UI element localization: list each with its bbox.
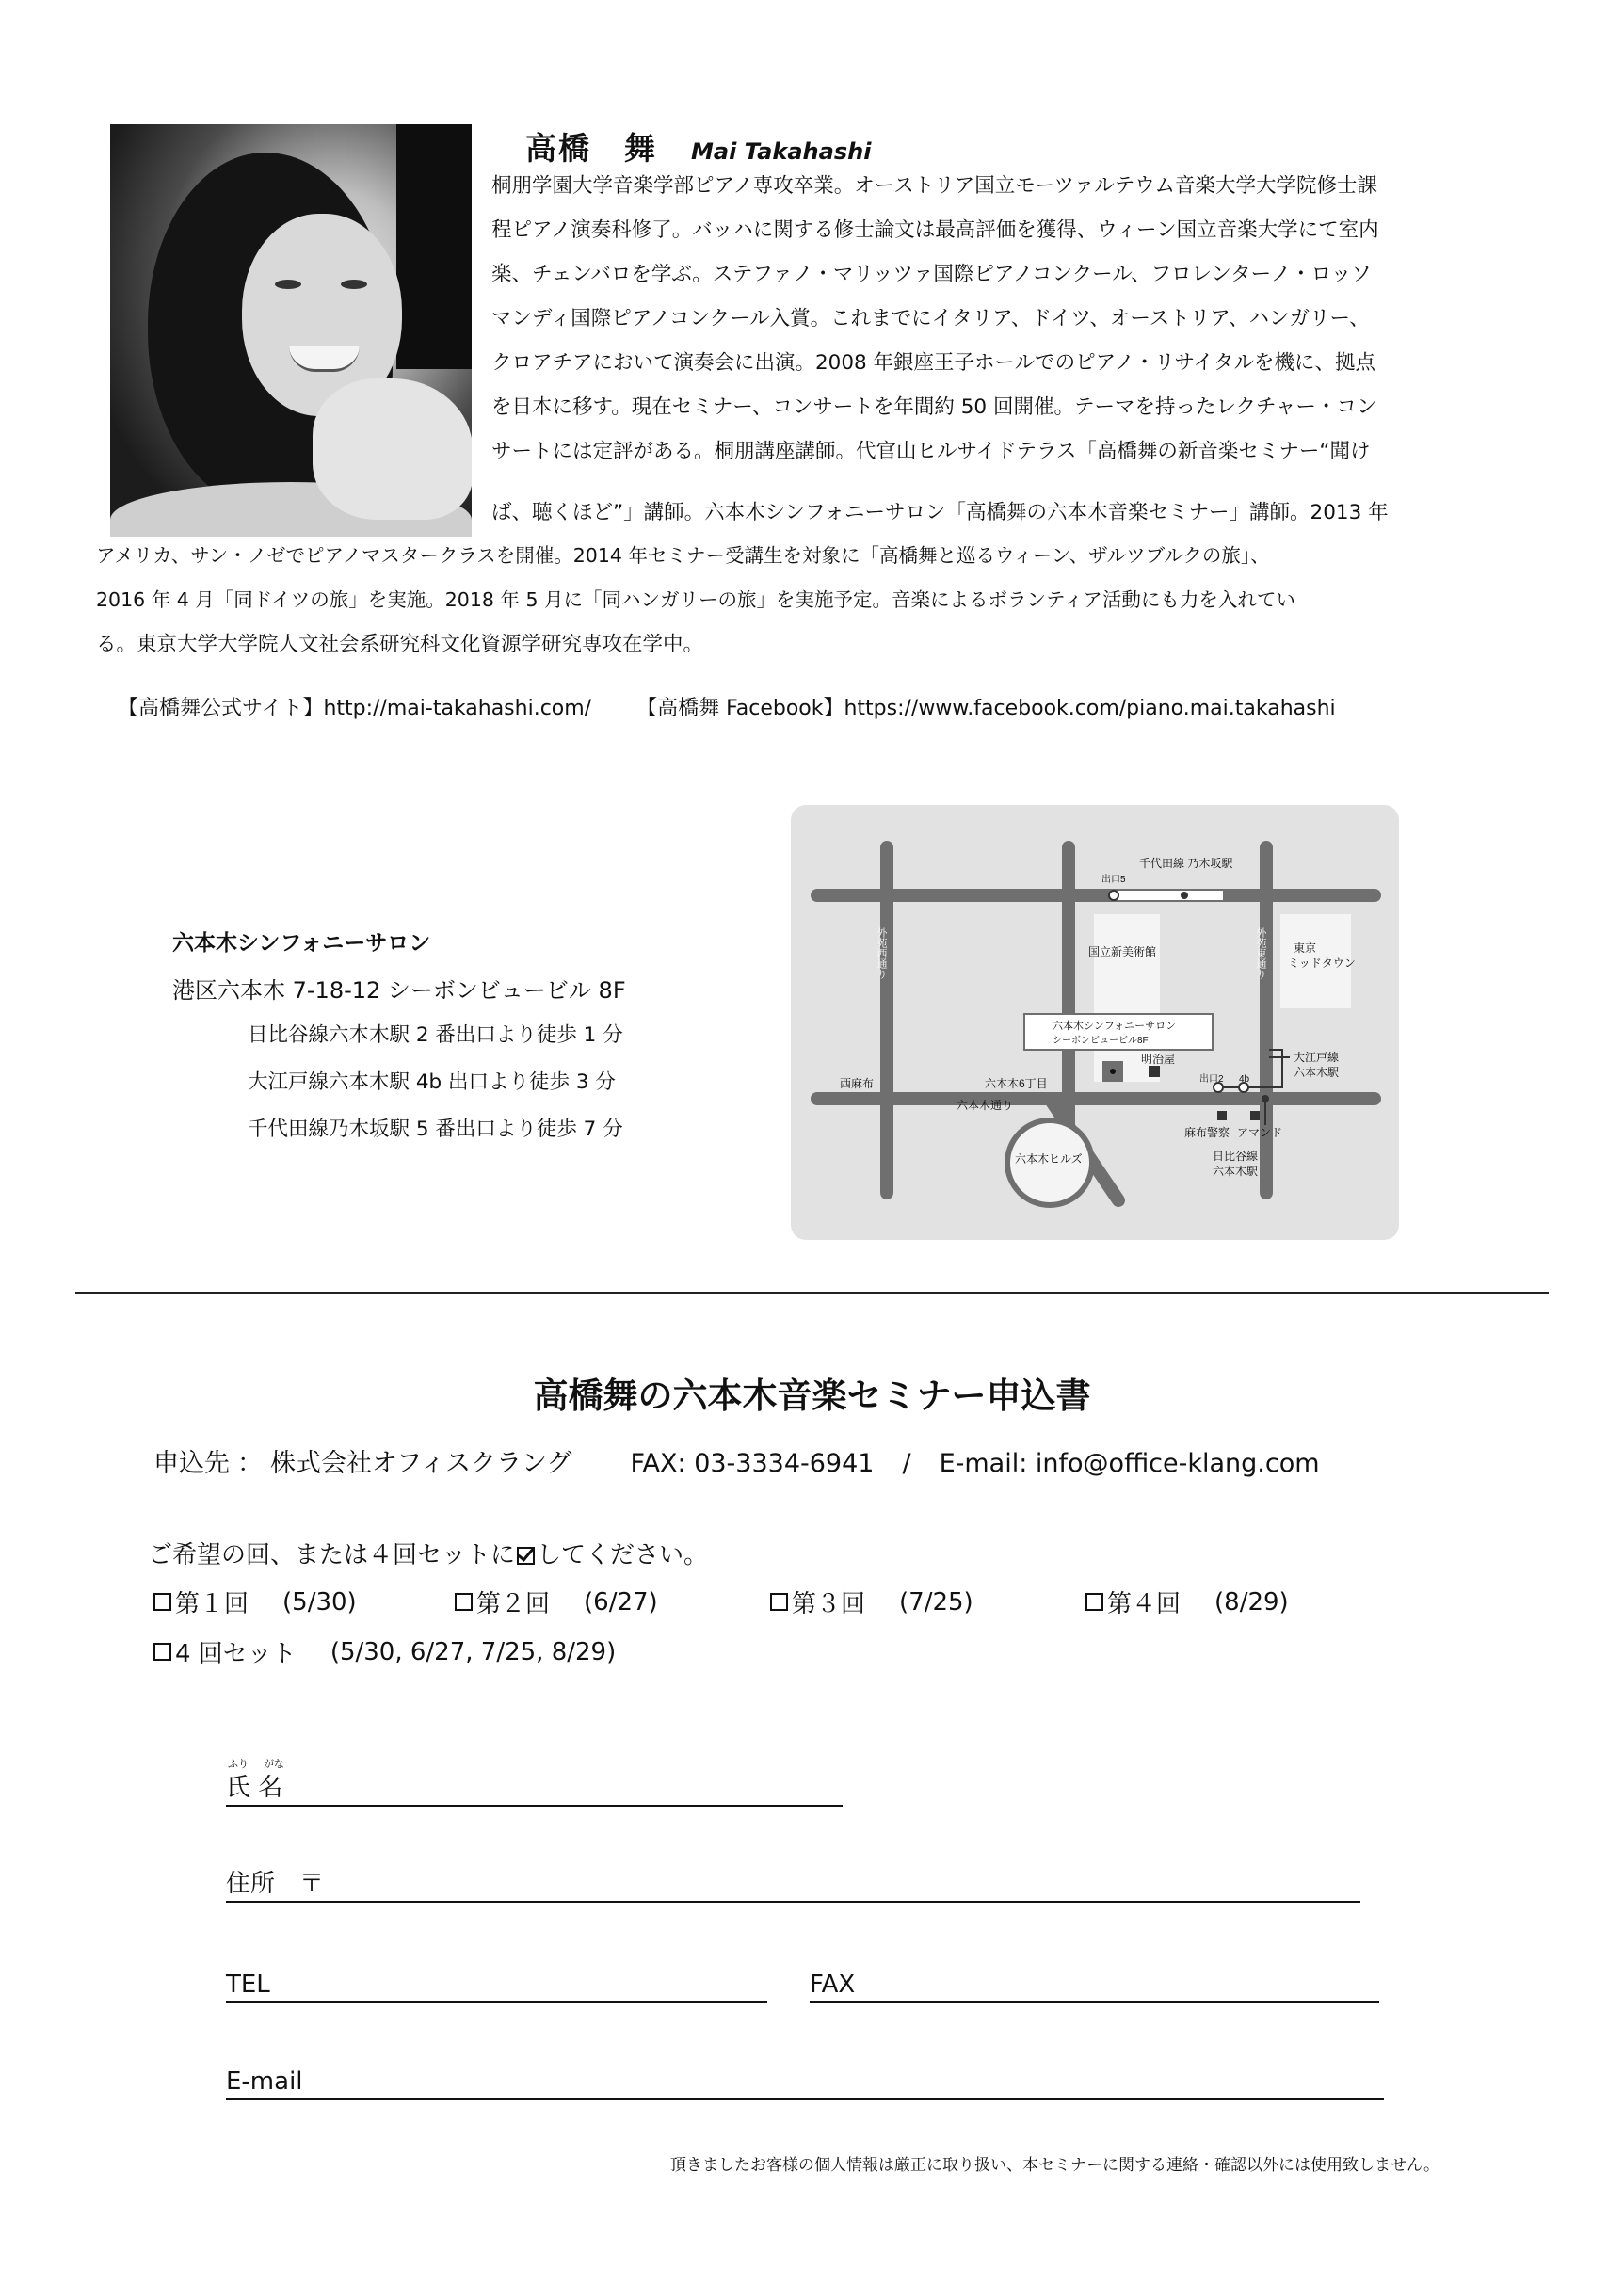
address-field[interactable] (226, 1869, 1360, 1903)
instruction-text: ご希望の回、または４回セットに (148, 1541, 516, 1569)
map-label-meijiya: 明治屋 (1141, 1053, 1176, 1066)
option-label: 第１回 (175, 1590, 249, 1618)
name-field[interactable] (226, 1758, 843, 1807)
map-label-exit4b: 4b (1239, 1074, 1250, 1085)
bio-line: 桐朋学園大学音楽学部ピアノ専攻卒業。オーストリア国立モーツァルテウム音楽大学大学院修士課 (491, 174, 1378, 198)
checkmark-icon (517, 1547, 535, 1565)
map-label-midtown1: 東京 (1294, 941, 1317, 955)
map-label-salon2: シーボンビュービル8F (1053, 1036, 1149, 1046)
apply-to-separator: ： (237, 1449, 263, 1478)
section-divider (75, 1292, 1549, 1294)
option-session-4[interactable] (1085, 1585, 1289, 1619)
profile-links (118, 692, 1336, 721)
access-map (791, 805, 1399, 1240)
option-label: 第４回 (1107, 1590, 1182, 1618)
map-label-roppongi6: 六本木6丁目 (985, 1077, 1048, 1090)
bio-line: サートには定評がある。桐朋講座講師。代官山ヒルサイドテラス「高橋舞の新音楽セミナー“聞け (491, 440, 1371, 463)
option-date: (8/29) (1214, 1587, 1289, 1617)
map-label-nishiazabu: 西麻布 (840, 1077, 875, 1090)
name-furigana: ふり (228, 1758, 249, 1770)
map-label-exit5: 出口5 (1101, 875, 1126, 885)
map-label-hills: 六本木ヒルズ (1015, 1152, 1083, 1166)
bio-line: 2016 年 4 月「同ドイツの旅」を実施。2018 年 5 月に「同ハンガリーの旅」を実施予定。音楽によるボランティア活動にも力を入れてい (96, 588, 1295, 611)
map-label-nact: 国立新美術館 (1088, 945, 1157, 958)
map-label-exit2: 出口2 (1199, 1074, 1224, 1085)
bio-line: 程ピアノ演奏科修了。バッハに関する修士論文は最高評価を獲得、ウィーン国立音楽大学にて室内 (491, 218, 1379, 242)
option-date: (5/30) (282, 1587, 357, 1617)
name-furigana-2: がな (264, 1758, 284, 1770)
map-label-roppongi-dori: 六本木通り (957, 1099, 1014, 1112)
option-session-3[interactable] (770, 1585, 973, 1619)
profile-name (525, 124, 871, 169)
map-label-chiyoda: 千代田線 乃木坂駅 (1139, 857, 1233, 870)
access-route: 大江戸線六本木駅 4b 出口より徒歩 3 分 (248, 1070, 616, 1094)
official-site-link[interactable]: 【高橋舞公式サイト】http://mai-takahashi.com/ (118, 697, 592, 720)
tel-field[interactable] (226, 1969, 767, 2003)
map-label-oedo2: 六本木駅 (1294, 1066, 1340, 1079)
company-name: 株式会社オフィスクラング (270, 1449, 572, 1478)
bio-line: マンディ国際ピアノコンクール入賞。これまでにイタリア、ドイツ、オーストリア、ハンガリー、 (491, 307, 1370, 330)
venue-address: 港区六本木 7-18-12 シーボンビュービル 8F (172, 977, 626, 1004)
name-japanese: 高橋 舞 (525, 130, 657, 167)
venue-name: 六本木シンフォニーサロン (172, 931, 431, 956)
slash: / (902, 1449, 911, 1478)
email-label: E-mail (226, 2068, 303, 2096)
access-route: 日比谷線六本木駅 2 番出口より徒歩 1 分 (248, 1023, 623, 1047)
option-label: 第２回 (476, 1590, 551, 1618)
option-session-2[interactable] (455, 1585, 658, 1619)
apply-to-label: 申込先 (153, 1449, 230, 1478)
map-label-hibiya2: 六本木駅 (1213, 1165, 1259, 1178)
bio-line: ば、聴くほど”」講師。六本木シンフォニーサロン「高橋舞の六本木音楽セミナー」講師。2013 年 (491, 501, 1389, 524)
fax-number: FAX: 03-3334-6941 (630, 1449, 875, 1478)
checkbox[interactable] (153, 1593, 171, 1611)
bio-line: を日本に移す。現在セミナー、コンサートを年間約 50 回開催。テーマを持ったレクチャー・コン (491, 395, 1377, 419)
apply-to-line (153, 1442, 1320, 1479)
checkbox[interactable] (1085, 1593, 1103, 1611)
name-english: Mai Takahashi (691, 138, 872, 165)
map-label-gaien-east: 外苑東通り (1255, 927, 1266, 979)
facebook-link[interactable]: 【高橋舞 Facebook】https://www.facebook.com/piano.mai.takahashi (636, 697, 1336, 720)
form-title: 高橋舞の六本木音楽セミナー申込書 (533, 1376, 1091, 1416)
email-address[interactable]: E-mail: info@office-klang.com (939, 1449, 1320, 1478)
email-field[interactable] (226, 2066, 1384, 2100)
bio-line: クロアチアにおいて演奏会に出演。2008 年銀座王子ホールでのピアノ・リサイタルを機に、拠点 (491, 351, 1375, 375)
option-date: (7/25) (899, 1587, 973, 1617)
bio-line: アメリカ、サン・ノゼでピアノマスタークラスを開催。2014 年セミナー受講生を対象に「高橋舞と巡るウィーン、ザルツブルクの旅」、 (96, 544, 1270, 567)
option-set-of-4[interactable] (153, 1634, 616, 1669)
tel-label: TEL (226, 1971, 270, 1999)
map-label-almond: アマンド (1237, 1126, 1283, 1139)
map-label-hibiya1: 日比谷線 (1213, 1150, 1259, 1163)
fax-field[interactable] (810, 1969, 1379, 2003)
bio-line: 楽、チェンバロを学ぶ。ステファノ・マリッツァ国際ピアノコンクール、フロレンターノ・ロッソ (491, 263, 1372, 286)
checkbox[interactable] (770, 1593, 788, 1611)
map-label-salon1: 六本木シンフォニーサロン (1053, 1021, 1177, 1032)
option-date: (6/27) (584, 1587, 658, 1617)
checkbox[interactable] (455, 1593, 473, 1611)
profile-photo (110, 124, 472, 537)
privacy-footnote: 頂きましたお客様の個人情報は厳正に取り扱い、本セミナーに関する連絡・確認以外には使用致しません。 (670, 2156, 1440, 2175)
checkbox[interactable] (153, 1643, 171, 1661)
map-label-midtown2: ミッドタウン (1288, 957, 1356, 970)
access-route: 千代田線乃木坂駅 5 番出口より徒歩 7 分 (248, 1118, 623, 1141)
map-label-oedo1: 大江戸線 (1294, 1051, 1340, 1064)
option-label: 4 回セット (175, 1640, 297, 1668)
map-label-gaien-west: 外苑西通り (876, 927, 887, 979)
bio-line: る。東京大学大学院人文社会系研究科文化資源学研究専攻在学中。 (96, 633, 704, 656)
map-label-azabu-police: 麻布警察 (1184, 1126, 1230, 1139)
option-session-1[interactable] (153, 1585, 357, 1619)
option-label: 第３回 (792, 1590, 866, 1618)
option-date: (5/30, 6/27, 7/25, 8/29) (330, 1637, 617, 1666)
instruction-text-end: してください。 (537, 1541, 709, 1569)
instruction (148, 1536, 708, 1570)
address-label: 住所 〒 (226, 1870, 325, 1898)
name-label: 氏 名 (226, 1774, 283, 1802)
fax-label: FAX (810, 1971, 856, 1999)
